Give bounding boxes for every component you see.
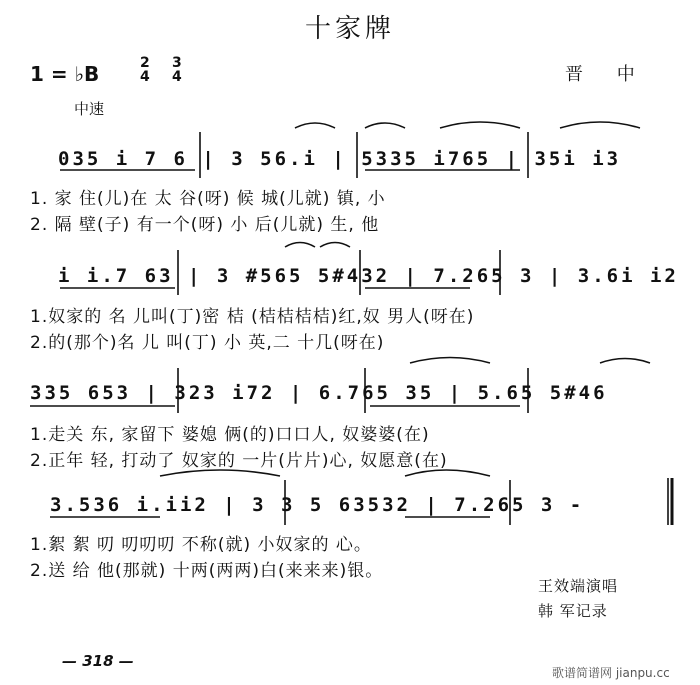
- lyric-line-2-verse-2: 2.的(那个)名 儿 叫(丁) 小 英,二 十几(呀在): [30, 333, 385, 353]
- meter-b-denominator: 4: [172, 69, 182, 85]
- meter-a-denominator: 4: [140, 69, 150, 85]
- notation-line-3: 335 653 | 323 i72 | 6.765 35 | 5.65 5#46: [30, 382, 608, 404]
- slur: [410, 358, 490, 364]
- page-number: — 318 —: [62, 652, 134, 670]
- slur: [295, 123, 335, 128]
- watermark: 歌谱简谱网 jianpu.cc: [552, 666, 670, 680]
- lyric-line-3-verse-1: 1.走关 东, 家留下 婆媳 俩(的)口口人, 奴婆婆(在): [30, 425, 430, 445]
- lyric-line-3-verse-2: 2.正年 轻, 打动了 奴家的 一片(片片)心, 奴愿意(在): [30, 451, 448, 471]
- slur: [285, 243, 315, 248]
- key-signature: 1 = ♭B: [30, 62, 100, 86]
- slur: [560, 122, 640, 128]
- slur: [320, 243, 350, 248]
- slur: [440, 122, 520, 128]
- lyric-line-4-verse-2: 2.送 给 他(那就) 十两(两两)白(来来来)银。: [30, 561, 384, 581]
- singer-credit: 王效端演唱: [538, 577, 619, 595]
- recorder-credit: 韩 军记录: [538, 602, 608, 620]
- song-title: 十家牌: [304, 14, 395, 44]
- song-origin: 晋 中: [565, 64, 649, 85]
- slur: [365, 123, 405, 128]
- notation-line-2: i i.7 63 | 3 #565 5#432 | 7.265 3 | 3.6i i2: [58, 265, 679, 287]
- notation-line-1: 035 i 7 6 | 3 56.i | 5335 i765 | 35i i3: [58, 148, 622, 170]
- slur: [600, 359, 650, 364]
- notation-line-4: 3.536 i.ii2 | 3 3 5 63532 | 7.265 3 -: [50, 494, 585, 516]
- meter-a-numerator: 2: [140, 55, 150, 71]
- tempo-marking: 中速: [74, 100, 105, 118]
- lyric-line-1-verse-1: 1. 家 住(儿)在 太 谷(呀) 候 城(儿就) 镇, 小: [30, 189, 386, 209]
- lyric-line-4-verse-1: 1.絮 絮 叨 叨叨叨 不称(就) 小奴家的 心。: [30, 535, 372, 555]
- lyric-line-2-verse-1: 1.奴家的 名 儿叫(丁)密 桔 (桔桔桔桔)红,奴 男人(呀在): [30, 307, 475, 327]
- lyric-line-1-verse-2: 2. 隔 壁(子) 有一个(呀) 小 后(儿就) 生, 他: [30, 215, 380, 235]
- meter-b-numerator: 3: [172, 55, 182, 71]
